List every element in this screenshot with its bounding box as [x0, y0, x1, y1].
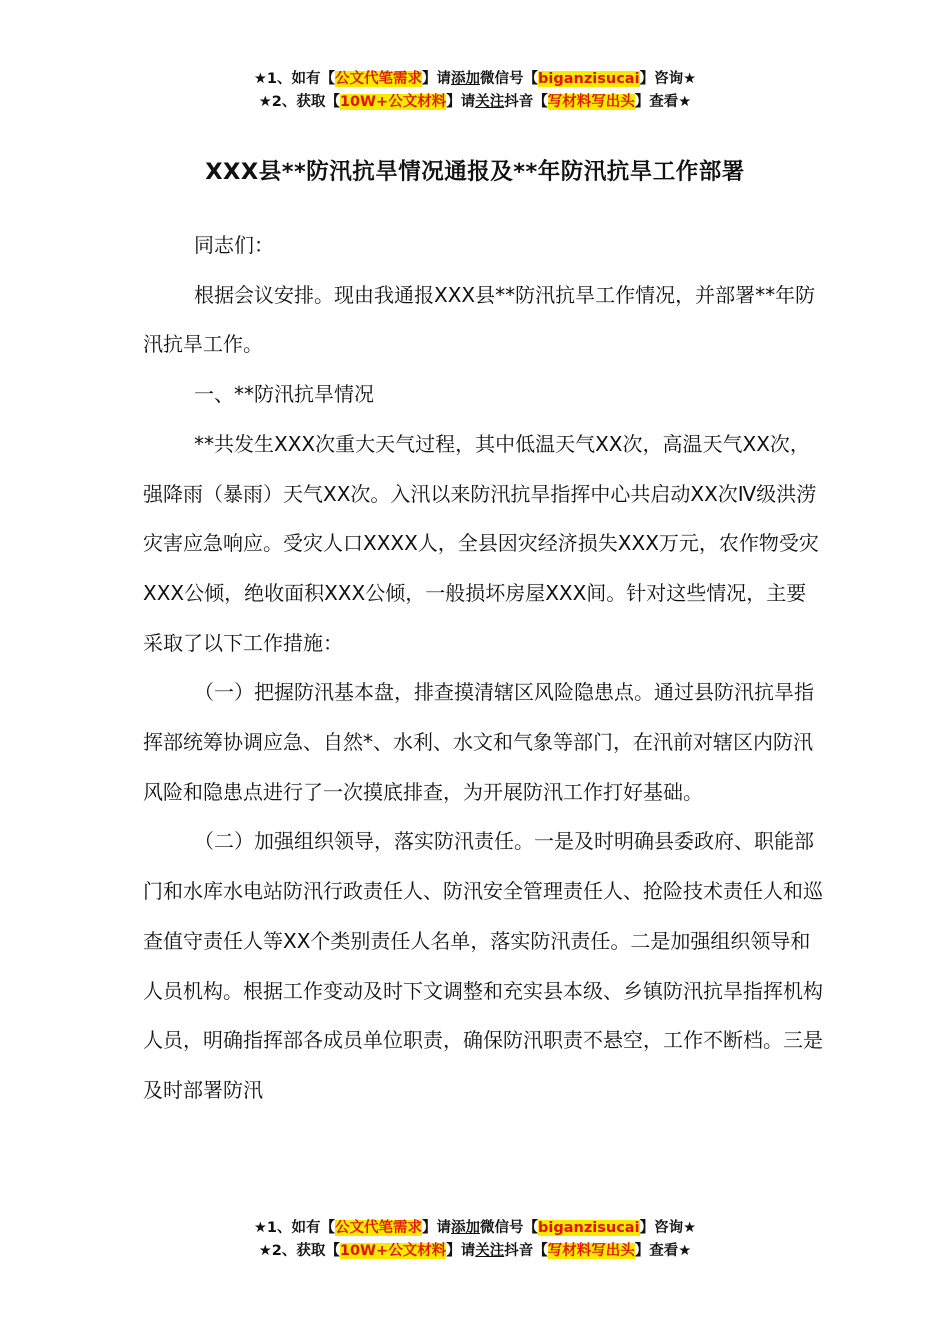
banner-text: 】咨询★: [639, 71, 697, 87]
banner-line-1: [0, 68, 950, 91]
paragraph-intro: 根据会议安排。现由我通报XXX县**防汛抗旱工作情况，并部署**年防汛抗旱工作。: [143, 282, 816, 357]
paragraph-weather-summary: **共发生XXX次重大天气过程，其中低温天气XX次，高温天气XX次，强降雨（暴雨）天气XX次。入汛以来防汛抗旱指挥中心共启动XX次Ⅳ级洪涝灾害应急响应。受灾人口XXXX人，全县因灾经济损失XXX万元，农作物受灾XXX公倾，绝收面积XXX公倾，一般损坏房屋XXX间。针对这些情况，主要采取了以下工作措施：: [143, 431, 819, 655]
document-body: [143, 221, 823, 1116]
banner-highlight: 写材料写出头: [547, 94, 635, 110]
banner-underline: 关注: [475, 94, 505, 110]
banner-line-2: [0, 1240, 950, 1263]
banner-highlight: 公文代笔需求: [335, 71, 423, 87]
banner-text: 抖音【: [504, 1243, 548, 1259]
banner-highlight: 10W+公文材料: [339, 94, 447, 110]
banner-text: ★2、获取【: [258, 1243, 340, 1259]
banner-highlight: 写材料写出头: [547, 1243, 635, 1259]
banner-text: 】请: [446, 94, 476, 110]
banner-text: 】咨询★: [639, 1220, 697, 1236]
banner-highlight: biganzisucai: [538, 1220, 640, 1236]
banner-underline: 关注: [475, 1243, 505, 1259]
paragraph-measure-2: （二）加强组织领导，落实防汛责任。一是及时明确县委政府、职能部门和水库水电站防汛行政责任人、防汛安全管理责任人、抢险技术责任人和巡查值守责任人等XX个类别责任人名单，落实防汛责任。二是加强组织领导和人员机构。根据工作变动及时下文调整和充实县本级、乡镇防汛抗旱指挥机构人员，明确指挥部各成员单位职责，确保防汛职责不悬空，工作不断档。三是及时部署防汛: [143, 829, 823, 1102]
banner-underline: 添加: [451, 71, 481, 87]
banner-highlight: 10W+公文材料: [339, 1243, 447, 1259]
banner-text: 】请: [446, 1243, 476, 1259]
banner-highlight: 公文代笔需求: [335, 1220, 423, 1236]
banner-text: 】请: [422, 71, 452, 87]
banner-text: 】查看★: [634, 1243, 692, 1259]
paragraph-salutation: 同志们：: [194, 233, 274, 257]
banner-text: 微信号【: [480, 1220, 539, 1236]
footer-banner: [0, 1217, 950, 1263]
banner-text: 】请: [422, 1220, 452, 1236]
banner-line-2: [0, 91, 950, 114]
banner-text: ★1、如有【: [253, 1220, 336, 1236]
paragraph-measure-1: （一）把握防汛基本盘，排查摸清辖区风险隐患点。通过县防汛抗旱指挥部统筹协调应急、自然*、水利、水文和气象等部门，在汛前对辖区内防汛风险和隐患点进行了一次摸底排查，为开展防汛工作打好基础。: [143, 680, 814, 804]
banner-text: ★1、如有【: [253, 71, 336, 87]
banner-text: 】查看★: [634, 94, 692, 110]
banner-text: 抖音【: [504, 94, 548, 110]
banner-line-1: [0, 1217, 950, 1240]
banner-highlight: biganzisucai: [538, 71, 640, 87]
header-banner: [0, 68, 950, 114]
section-heading: 一、**防汛抗旱情况: [194, 382, 374, 407]
document-title: XXX县**防汛抗旱情况通报及**年防汛抗旱工作部署: [205, 159, 745, 185]
banner-text: ★2、获取【: [258, 94, 340, 110]
banner-text: 微信号【: [480, 71, 539, 87]
banner-underline: 添加: [451, 1220, 481, 1236]
